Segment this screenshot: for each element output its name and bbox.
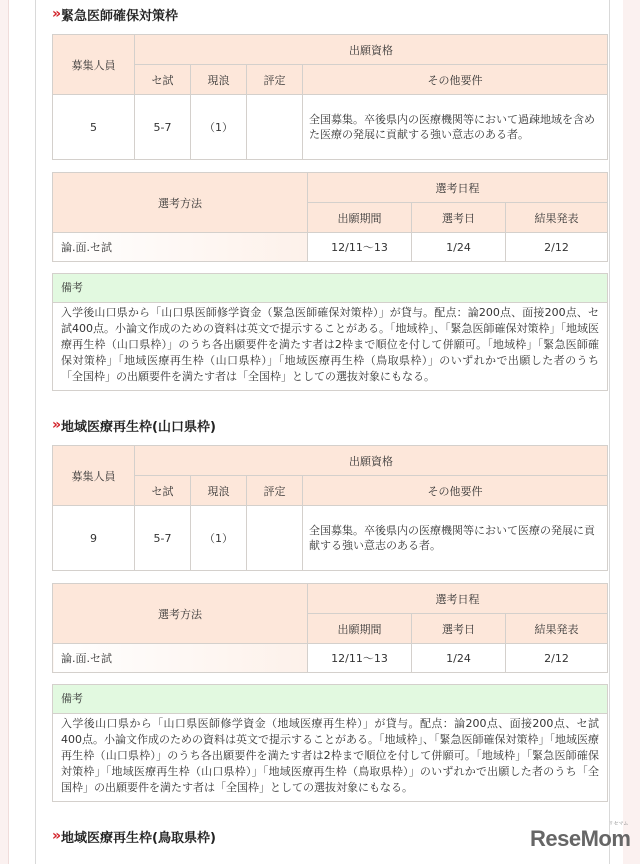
header-center-test: セ試 [135, 65, 191, 95]
cell-method: 論.面.セ試 [53, 644, 308, 673]
section-title-text: 地域医療再生枠(山口県枠) [61, 419, 216, 435]
cell-other: 全国募集。卒後県内の医療機関等において医療の発展に貢献する強い意志のある者。 [303, 506, 608, 571]
logo-text: ReseMom [530, 826, 631, 851]
header-qualification: 出願資格 [135, 35, 608, 65]
table-row [53, 506, 608, 571]
content [52, 0, 608, 850]
remarks-box-2 [52, 684, 608, 802]
remarks-label: 備考 [53, 274, 607, 303]
table-row [53, 644, 608, 673]
header-recruit: 募集人員 [53, 35, 135, 95]
header-other: その他要件 [303, 65, 608, 95]
cell-exam-date: 1/24 [412, 644, 506, 673]
selection-table-1 [52, 172, 608, 262]
section-title-text: 緊急医師確保対策枠 [61, 8, 179, 24]
remarks-text: 入学後山口県から「山口県医師修学資金（地域医療再生枠）」が貸与。配点：論200点、面接200点、セ試400点。小論文作成のための資料は英文で提示することがある。「地域枠」、「緊急医師確保対策枠」「地域医療再生枠（山口県枠）」のうち各出願要件を満たす者は2枠まで順位を付して併願可。「地域枠」「緊急医師確保対策枠」「地域医療再生枠（山口県枠）」「地域医療再生枠（鳥取県枠）」のいずれかで出願した者のうち「全国枠」の出願要件を満たす者は「全国枠」としての選抜対象にもなる。 [61, 717, 599, 794]
header-current-ronin: 現浪 [191, 476, 247, 506]
eligibility-table-2 [52, 445, 608, 571]
header-method: 選考方法 [53, 584, 308, 644]
header-result-date: 結果発表 [506, 203, 608, 233]
cell-other: 全国募集。卒後県内の医療機関等において過疎地域を含めた医療の発展に貢献する強い意志のある者。 [303, 95, 608, 160]
page-container [8, 0, 623, 864]
header-application-period: 出願期間 [308, 203, 412, 233]
double-chevron-icon: » [52, 417, 59, 433]
header-schedule: 選考日程 [308, 173, 608, 203]
section-title-3 [52, 822, 608, 850]
header-other: その他要件 [303, 476, 608, 506]
cell-application-period: 12/11〜13 [308, 233, 412, 262]
double-chevron-icon: » [52, 828, 59, 844]
resemom-logo [530, 821, 631, 852]
cell-method: 論.面.セ試 [53, 233, 308, 262]
cell-result-date: 2/12 [506, 233, 608, 262]
remarks-label: 備考 [53, 685, 607, 714]
header-application-period: 出願期間 [308, 614, 412, 644]
header-exam-date: 選考日 [412, 614, 506, 644]
table-row [53, 95, 608, 160]
cell-grade [247, 506, 303, 571]
remarks-text: 入学後山口県から「山口県医師修学資金（緊急医師確保対策枠）」が貸与。配点：論200点、面接200点、セ試400点。小論文作成のための資料は英文で提示することがある。「地域枠」、「緊急医師確保対策枠」「地域医療再生枠（山口県枠）」のうち各出願要件を満たす者は2枠まで順位を付して併願可。「地域枠」「緊急医師確保対策枠」「地域医療再生枠（山口県枠）」「地域医療再生枠（鳥取県枠）」のいずれかで出願した者のうち「全国枠」の出願要件を満たす者は「全国枠」としての選抜対象にもなる。 [61, 306, 599, 383]
header-center-test: セ試 [135, 476, 191, 506]
left-divider [35, 0, 36, 864]
cell-result-date: 2/12 [506, 644, 608, 673]
double-chevron-icon: » [52, 6, 59, 22]
cell-recruit: 9 [53, 506, 135, 571]
selection-table-2 [52, 583, 608, 673]
header-exam-date: 選考日 [412, 203, 506, 233]
cell-grade [247, 95, 303, 160]
cell-current-ronin: （1） [191, 95, 247, 160]
section-title-1 [52, 0, 608, 28]
eligibility-table-1 [52, 34, 608, 160]
header-grade: 評定 [247, 476, 303, 506]
cell-center-test: 5-7 [135, 506, 191, 571]
header-current-ronin: 現浪 [191, 65, 247, 95]
header-recruit: 募集人員 [53, 446, 135, 506]
section-title-2 [52, 411, 608, 439]
header-qualification: 出願資格 [135, 446, 608, 476]
cell-current-ronin: （1） [191, 506, 247, 571]
cell-recruit: 5 [53, 95, 135, 160]
remarks-box-1 [52, 273, 608, 391]
right-divider [609, 0, 610, 864]
logo-kana: リセマム [608, 821, 629, 827]
table-row [53, 233, 608, 262]
header-schedule: 選考日程 [308, 584, 608, 614]
cell-application-period: 12/11〜13 [308, 644, 412, 673]
header-grade: 評定 [247, 65, 303, 95]
header-result-date: 結果発表 [506, 614, 608, 644]
header-method: 選考方法 [53, 173, 308, 233]
section-title-text: 地域医療再生枠(鳥取県枠) [61, 830, 216, 846]
cell-exam-date: 1/24 [412, 233, 506, 262]
cell-center-test: 5-7 [135, 95, 191, 160]
